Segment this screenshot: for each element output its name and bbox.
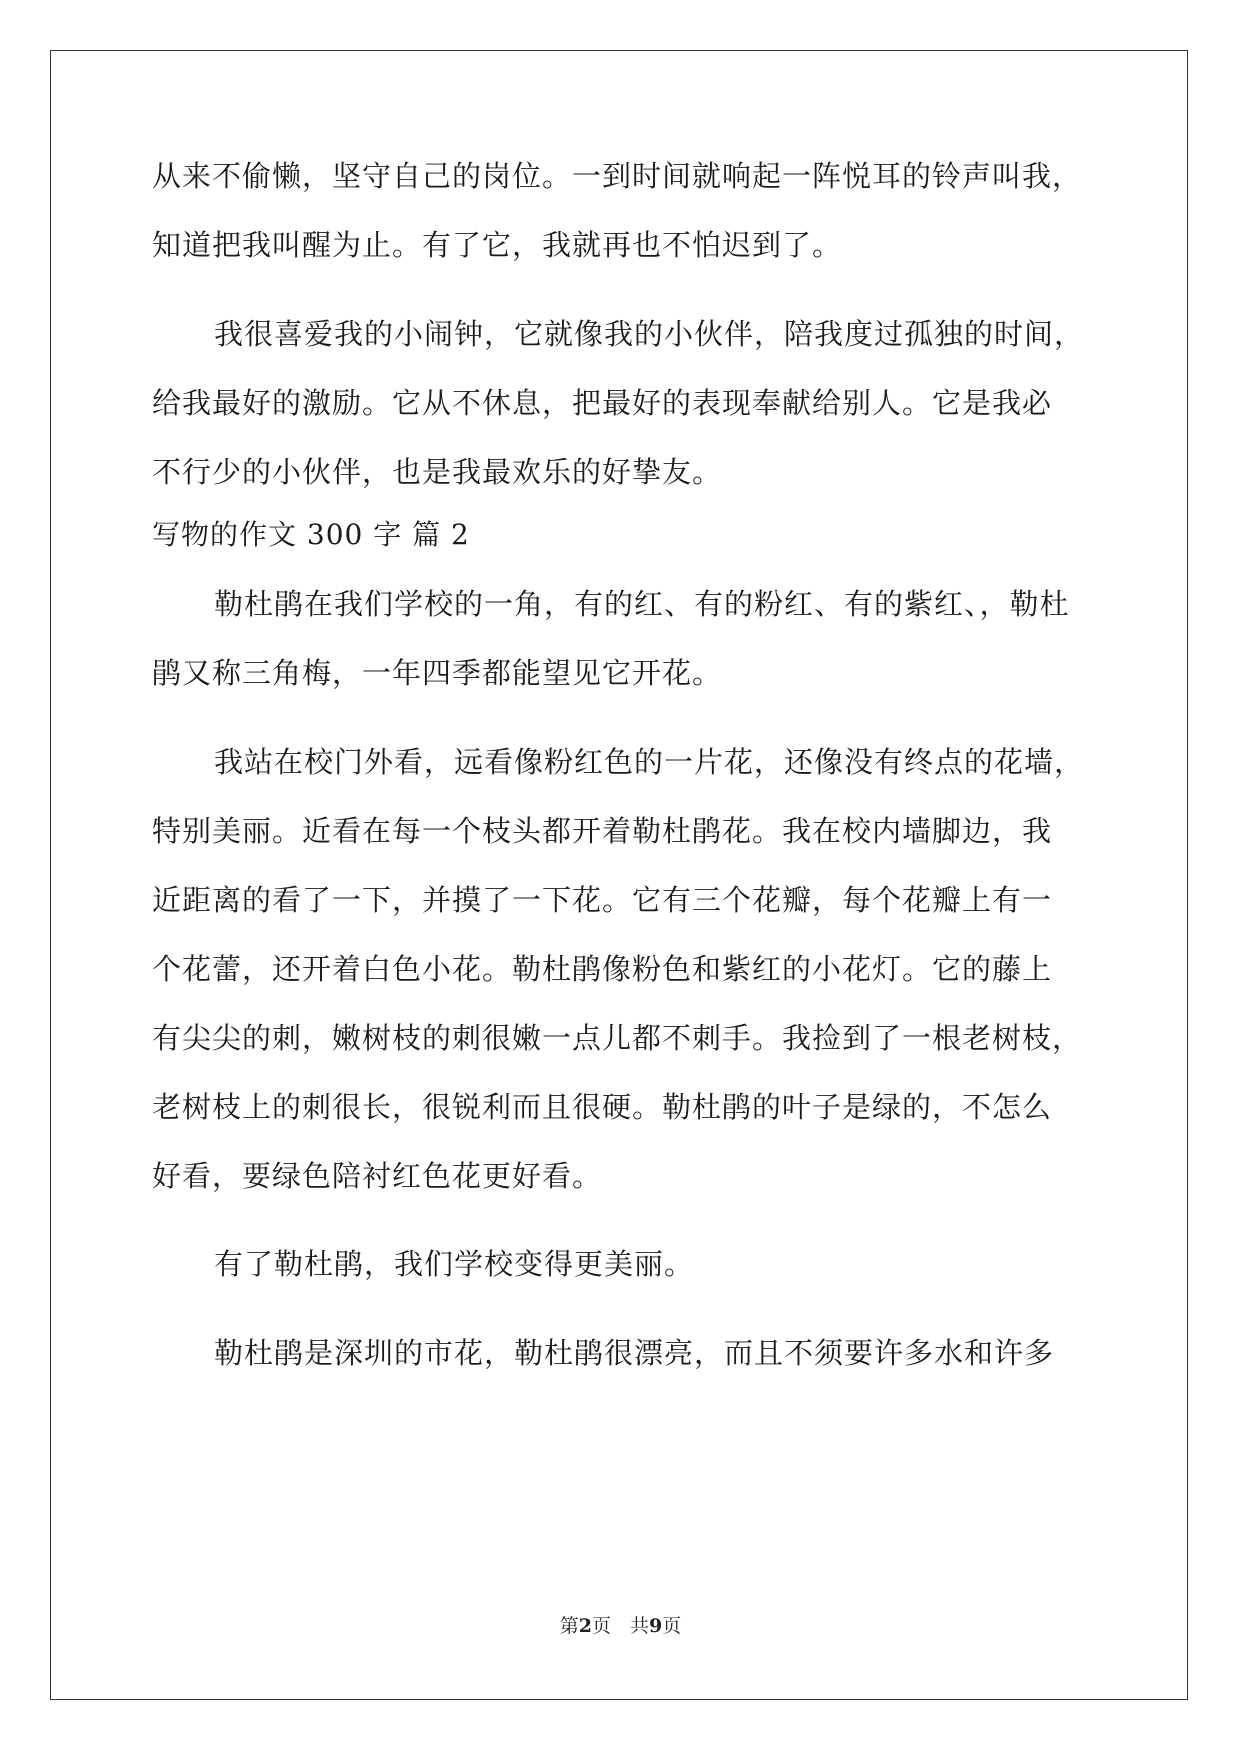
total-pages-number: 9 (649, 1615, 663, 1637)
current-page-number: 2 (578, 1615, 592, 1637)
paragraph-start-line: 有了勒杜鹃，我们学校变得更美丽。 (214, 1247, 695, 1281)
text-line: 给我最好的激励。它从不休息，把最好的表现奉献给别人。它是我必 (152, 386, 1053, 420)
text-line: 近距离的看了一下，并摸了一下花。它有三个花瓣，每个花瓣上有一 (152, 883, 1053, 917)
footer-middle: 页 共 (591, 1615, 649, 1637)
text-line: 老树枝上的刺很长，很锐利而且很硬。勒杜鹃的叶子是绿的，不怎么 (152, 1090, 1053, 1124)
page-border (50, 50, 1188, 1700)
text-line: 从来不偷懒，坚守自己的岗位。一到时间就响起一阵悦耳的铃声叫我， (152, 159, 1083, 193)
footer-prefix: 第 (559, 1615, 579, 1637)
page-footer (0, 1614, 1241, 1638)
paragraph-start-line: 我很喜爱我的小闹钟，它就像我的小伙伴，陪我度过孤独的时间， (214, 317, 1085, 351)
text-line: 个花蕾，还开着白色小花。勒杜鹃像粉色和紫红的小花灯。它的藤上 (152, 952, 1053, 986)
text-line: 特别美丽。近看在每一个枝头都开着勒杜鹃花。我在校内墙脚边，我 (152, 814, 1053, 848)
paragraph-start-line: 勒杜鹃在我们学校的一角，有的红、有的粉红、有的紫红、，勒杜 (214, 587, 1070, 621)
text-line: 好看，要绿色陪衬红色花更好看。 (152, 1159, 603, 1193)
text-line: 不行少的小伙伴，也是我最欢乐的好挚友。 (152, 455, 723, 489)
paragraph-start-line: 我站在校门外看，远看像粉红色的一片花，还像没有终点的花墙， (214, 745, 1085, 779)
section-heading: 写物的作文 300 字 篇 2 (152, 518, 470, 551)
paragraph-start-line: 勒杜鹃是深圳的市花，勒杜鹃很漂亮，而且不须要许多水和许多 (214, 1336, 1055, 1370)
text-line: 鹃又称三角梅，一年四季都能望见它开花。 (152, 656, 723, 690)
text-line: 有尖尖的刺，嫩树枝的刺很嫩一点儿都不刺手。我捡到了一根老树枝， (152, 1021, 1083, 1055)
footer-suffix: 页 (662, 1615, 682, 1637)
text-line: 知道把我叫醒为止。有了它，我就再也不怕迟到了。 (152, 228, 843, 262)
